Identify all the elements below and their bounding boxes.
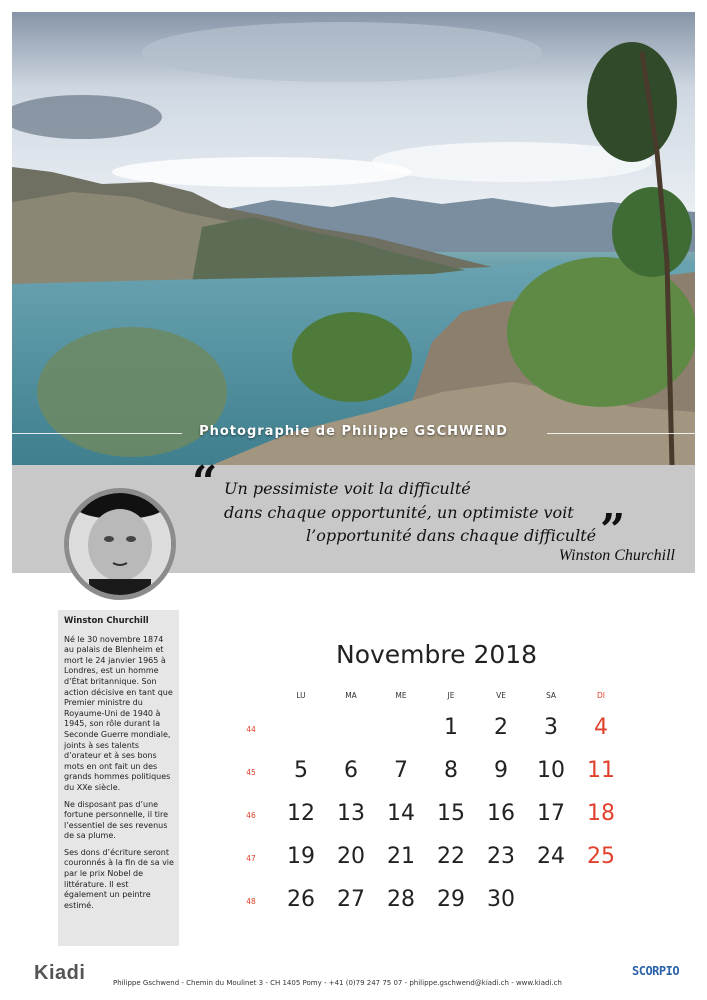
calendar-day: 22 [437, 844, 465, 869]
day-of-week-header: SA [545, 691, 557, 700]
bio-paragraph: Né le 30 novembre 1874 au palais de Blenheim et mort le 24 janvier 1965 à Londres, est un homme d’État britannique. Son action décisive en tant que Premier ministre du Royaume-Uni de 1940 à 1945, son rôle durant la Seconde Guerre mondiale, joints à ses talents d’orateur et à ses bons mots en ont fait un des grands hommes politiques du XXe siècle. [64, 634, 173, 792]
calendar-day: 28 [387, 887, 415, 912]
day-of-week-header: LU [296, 691, 306, 700]
day-of-week-header: MA [345, 691, 357, 700]
calendar-day: 14 [387, 801, 415, 826]
calendar-day: 12 [287, 801, 315, 826]
day-of-week-header: VE [496, 691, 506, 700]
landscape-photo [12, 12, 695, 465]
scorpio-logo: SCORPIO [632, 964, 680, 978]
calendar-day: 25 [587, 844, 615, 869]
calendar-day: 4 [594, 715, 608, 740]
calendar-title: Novembre 2018 [336, 640, 538, 669]
calendar-day: 9 [494, 758, 508, 783]
calendar-day: 2 [494, 715, 508, 740]
quote-line-3: l’opportunité dans chaque difficulté [306, 526, 597, 545]
week-number: 46 [246, 811, 256, 820]
day-of-week-header: ME [395, 691, 407, 700]
quote-close-mark: ” [600, 505, 626, 556]
bio-title: Winston Churchill [64, 616, 149, 626]
calendar-day: 18 [587, 801, 615, 826]
week-number: 45 [246, 768, 256, 777]
quote-line-1: Un pessimiste voit la difficulté [224, 479, 471, 498]
calendar-day: 29 [437, 887, 465, 912]
quote-line-2: dans chaque opportunité, un optimiste voit [224, 503, 574, 522]
calendar-day: 20 [337, 844, 365, 869]
calendar-day: 3 [544, 715, 558, 740]
week-number: 48 [246, 897, 256, 906]
calendar-day: 15 [437, 801, 465, 826]
calendar-day: 16 [487, 801, 515, 826]
calendar-day: 30 [487, 887, 515, 912]
bio-paragraph: Ses dons d’écriture seront couronnés à la fin de sa vie par le prix Nobel de littérature. Il est également un peintre estimé. [64, 847, 174, 910]
calendar-day: 5 [294, 758, 308, 783]
calendar-day: 23 [487, 844, 515, 869]
calendar-day: 17 [537, 801, 565, 826]
calendar-day: 8 [444, 758, 458, 783]
calendar-day: 6 [344, 758, 358, 783]
bio-paragraph: Ne disposant pas d’une fortune personnelle, il tire l’essentiel de ses revenus de sa plume. [64, 799, 168, 841]
calendar-day: 7 [394, 758, 408, 783]
calendar-day: 21 [387, 844, 415, 869]
quote-author: Winston Churchill [558, 547, 675, 564]
photo-credit: Photographie de Philippe GSCHWEND [199, 424, 508, 439]
calendar-day: 11 [587, 758, 615, 783]
lake-mountain-illustration [12, 12, 695, 465]
day-of-week-header: DI [597, 691, 605, 700]
biography-box [58, 610, 179, 946]
day-of-week-header: JE [447, 691, 455, 700]
calendar-day: 24 [537, 844, 565, 869]
calendar-day: 10 [537, 758, 565, 783]
calendar-day: 26 [287, 887, 315, 912]
calendar-day: 1 [444, 715, 458, 740]
portrait-image [69, 493, 171, 595]
calendar-day: 19 [287, 844, 315, 869]
week-number: 47 [246, 854, 256, 863]
footer-contact: Philippe Gschwend - Chemin du Moulinet 3 - CH 1405 Pomy - +41 (0)79 247 75 07 - philippe.gschwend@kiadi.ch - www.kiadi.ch [113, 979, 562, 987]
kiadi-logo: Kiadi [34, 962, 86, 984]
churchill-portrait [64, 488, 176, 600]
week-number: 44 [246, 725, 256, 734]
calendar-day: 27 [337, 887, 365, 912]
calendar-day: 13 [337, 801, 365, 826]
quote-open-mark: “ [192, 457, 218, 508]
